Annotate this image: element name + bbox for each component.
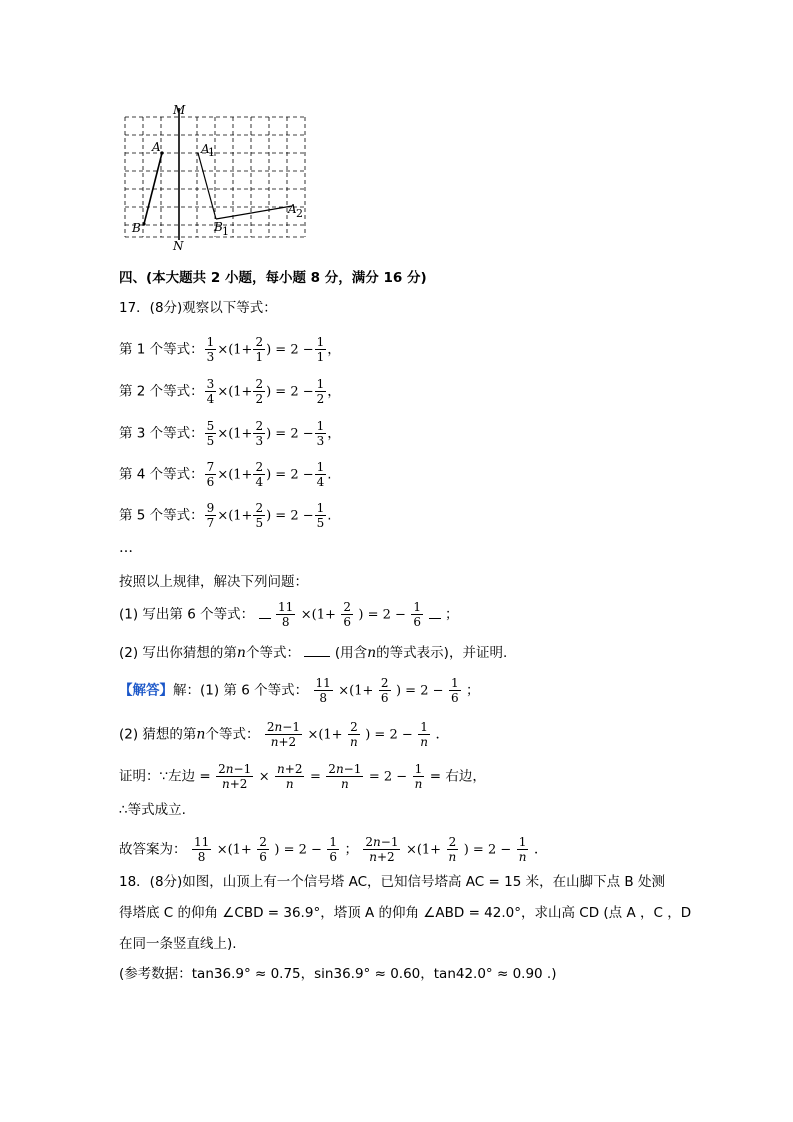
frac: $\frac{1}{4}$ bbox=[316, 460, 325, 489]
frac: $\frac{2}{6}$ bbox=[343, 600, 351, 629]
equation-end: ， bbox=[327, 341, 341, 358]
label-m: M bbox=[173, 103, 186, 117]
frac: $\frac{n+2}{n}$ bbox=[277, 762, 303, 791]
equation-end: . bbox=[327, 507, 332, 524]
frac: $\frac{2}{n}$ bbox=[350, 720, 358, 749]
frac: $\frac{2}{1}$ bbox=[255, 335, 264, 364]
segment-a1b1 bbox=[198, 153, 216, 219]
proof-end: = 右边， bbox=[429, 768, 486, 785]
label-a1: A bbox=[201, 142, 210, 156]
frac: $\frac{11}{8}$ bbox=[315, 676, 331, 705]
equation-end: ， bbox=[327, 425, 341, 442]
proof-line: 证明：∵左边 = $\frac{2n-1}{n+2}$ × $\frac{n+2}{n}$ = $\frac{2n-1}{n}$ = 2 − $\frac{1}{n}$ = 右边， bbox=[119, 762, 486, 791]
frac: $\frac{2}{6}$ bbox=[259, 835, 267, 864]
equation-end: ， bbox=[327, 383, 341, 400]
label-b1: B bbox=[214, 220, 223, 234]
frac: $\frac{11}{8}$ bbox=[278, 600, 294, 629]
frac: $\frac{5}{5}$ bbox=[206, 419, 215, 448]
final-answer: 故答案为： $\frac{11}{8}$ ×(1+ $\frac{2}{6}$ ) = 2 − $\frac{1}{6}$ ； $\frac{2n-1}{n+2}$ ×(1+ $\frac{2}{n}$ ) = 2 − $\frac{1}{n}$ . bbox=[119, 835, 539, 864]
frac: $\frac{1}{n}$ bbox=[420, 720, 428, 749]
point-b bbox=[142, 222, 145, 225]
frac: $\frac{2}{2}$ bbox=[255, 377, 264, 406]
part2-paren: (用含 bbox=[334, 645, 368, 661]
equation-prefix: 第 5 个等式： bbox=[119, 507, 204, 524]
label-a2: A bbox=[288, 202, 297, 216]
frac: $\frac{1}{n}$ bbox=[414, 762, 423, 791]
point-a bbox=[160, 151, 163, 154]
q18-line1: 18．(8分)如图，山顶上有一个信号塔 AC，已知信号塔高 AC = 15 米，在山脚下点 B 处测 bbox=[119, 874, 665, 890]
solution-1: 【解答】解：(1) 第 6 个等式： $\frac{11}{8}$ ×(1+ $\frac{2}{6}$ ) = 2 − $\frac{1}{6}$ ； bbox=[119, 676, 480, 705]
q18-line2: 得塔底 C 的仰角 ∠CBD = 36.9°，塔顶 A 的仰角 ∠ABD = 42.0°，求山高 CD (点 A ，C ，D bbox=[119, 905, 692, 921]
final-prefix: 故答案为： bbox=[119, 841, 187, 858]
var-n: n bbox=[196, 726, 206, 743]
frac: $\frac{2}{3}$ bbox=[255, 419, 264, 448]
frac: $\frac{2}{n}$ bbox=[448, 835, 457, 864]
equation-prefix: 第 1 个等式： bbox=[119, 341, 204, 358]
grid-diagram bbox=[118, 100, 318, 250]
rule-text: 按照以上规律，解决下列问题： bbox=[119, 574, 308, 590]
equation-row: 第 3 个等式： $\frac{5}{5}$ ×(1+ $\frac{2}{3}$ ) = 2 − $\frac{1}{3}$ ， bbox=[119, 419, 341, 448]
frac: $\frac{2}{5}$ bbox=[255, 501, 264, 530]
equation-row: 第 2 个等式： $\frac{3}{4}$ ×(1+ $\frac{2}{2}$ ) = 2 − $\frac{1}{2}$ ， bbox=[119, 377, 341, 406]
sol1-end: ； bbox=[466, 682, 480, 699]
section-heading: 四、(本大题共 2 小题，每小题 8 分，满分 16 分) bbox=[119, 270, 427, 286]
segment-ab bbox=[144, 153, 162, 224]
frac: $\frac{11}{8}$ bbox=[193, 835, 210, 864]
frac: $\frac{3}{4}$ bbox=[206, 377, 215, 406]
label-a2-sub: 2 bbox=[296, 207, 303, 220]
segment-b1a2 bbox=[216, 206, 292, 219]
sol1-prefix: 解：(1) 第 6 个等式： bbox=[173, 682, 309, 699]
label-a: A bbox=[152, 140, 161, 154]
equation-end: . bbox=[327, 466, 332, 483]
equation-row: 第 4 个等式： $\frac{7}{6}$ ×(1+ $\frac{2}{4}$ ) = 2 − $\frac{1}{4}$ . bbox=[119, 460, 332, 489]
part1-prefix: (1) 写出第 6 个等式： bbox=[119, 606, 255, 623]
part1-end: ； bbox=[444, 606, 459, 623]
blank-right bbox=[429, 618, 441, 619]
frac: $\frac{1}{3}$ bbox=[206, 335, 215, 364]
equation-row: 第 5 个等式： $\frac{9}{7}$ ×(1+ $\frac{2}{5}$ ) = 2 − $\frac{1}{5}$ . bbox=[119, 501, 332, 530]
final-end: . bbox=[533, 841, 539, 858]
therefore-line: ∴等式成立. bbox=[119, 802, 186, 818]
frac: $\frac{1}{6}$ bbox=[413, 600, 422, 629]
label-a1-sub: 1 bbox=[208, 146, 215, 159]
solution-2: (2) 猜想的第n个等式： $\frac{2n-1}{n+2}$ ×(1+ $\frac{2}{n}$ ) = 2 − $\frac{1}{n}$ . bbox=[119, 720, 440, 749]
frac: $\frac{2n-1}{n+2}$ bbox=[218, 762, 252, 791]
frac: $\frac{2n-1}{n+2}$ bbox=[266, 720, 300, 749]
frac: $\frac{1}{3}$ bbox=[316, 419, 325, 448]
equation-prefix: 第 3 个等式： bbox=[119, 425, 204, 442]
frac: $\frac{2n-1}{n}$ bbox=[328, 762, 362, 791]
grid-figure bbox=[118, 100, 318, 254]
q18-line4: (参考数据：tan36.9° ≈ 0.75，sin36.9° ≈ 0.60，tan42.0° ≈ 0.90 .) bbox=[119, 966, 557, 982]
var-n: n bbox=[367, 645, 377, 661]
frac: $\frac{1}{5}$ bbox=[316, 501, 325, 530]
var-n: n bbox=[236, 645, 246, 661]
sol2-mid: 个等式： bbox=[205, 726, 260, 743]
answer-blank bbox=[304, 656, 330, 657]
frac: $\frac{2}{4}$ bbox=[255, 460, 264, 489]
q17-part2 bbox=[119, 643, 507, 663]
q17-intro: 17．(8分)观察以下等式： bbox=[119, 300, 277, 316]
equation-prefix: 第 4 个等式： bbox=[119, 466, 204, 483]
frac: $\frac{2}{6}$ bbox=[380, 676, 389, 705]
frac: $\frac{1}{2}$ bbox=[316, 377, 325, 406]
part2-prefix: (2) 写出你猜想的第 bbox=[119, 645, 237, 661]
part2-mid: 个等式： bbox=[245, 645, 300, 661]
frac: $\frac{1}{n}$ bbox=[518, 835, 527, 864]
label-b: B bbox=[132, 221, 141, 235]
equation-prefix: 第 2 个等式： bbox=[119, 383, 204, 400]
part2-end: 的等式表示)，并证明. bbox=[376, 645, 508, 661]
proof-prefix: 证明：∵左边 = bbox=[119, 768, 211, 785]
q18-line3: 在同一条竖直线上). bbox=[119, 936, 237, 952]
frac: $\frac{1}{6}$ bbox=[450, 676, 459, 705]
answer-tag: 【解答】 bbox=[119, 682, 173, 699]
ellipsis: … bbox=[119, 540, 133, 556]
sol2-end: . bbox=[435, 726, 440, 743]
dashed-grid bbox=[125, 117, 305, 237]
frac: $\frac{1}{1}$ bbox=[316, 335, 325, 364]
frac: $\frac{7}{6}$ bbox=[206, 460, 215, 489]
frac: $\frac{2n-1}{n+2}$ bbox=[365, 835, 399, 864]
equation-row: 第 1 个等式： $\frac{1}{3}$ ×(1+ $\frac{2}{1}$ ) = 2 − $\frac{1}{1}$ ， bbox=[119, 335, 341, 364]
sol2-prefix: (2) 猜想的第 bbox=[119, 726, 197, 743]
frac: $\frac{9}{7}$ bbox=[206, 501, 215, 530]
final-sep: ； bbox=[344, 841, 358, 858]
blank-left bbox=[259, 618, 271, 619]
label-b1-sub: 1 bbox=[222, 225, 229, 238]
q17-part1: (1) 写出第 6 个等式： $\frac{11}{8}$ ×(1+ $\frac{2}{6}$ ) = 2 − $\frac{1}{6}$ ； bbox=[119, 600, 459, 629]
frac: $\frac{1}{6}$ bbox=[329, 835, 337, 864]
label-n: N bbox=[173, 239, 184, 250]
